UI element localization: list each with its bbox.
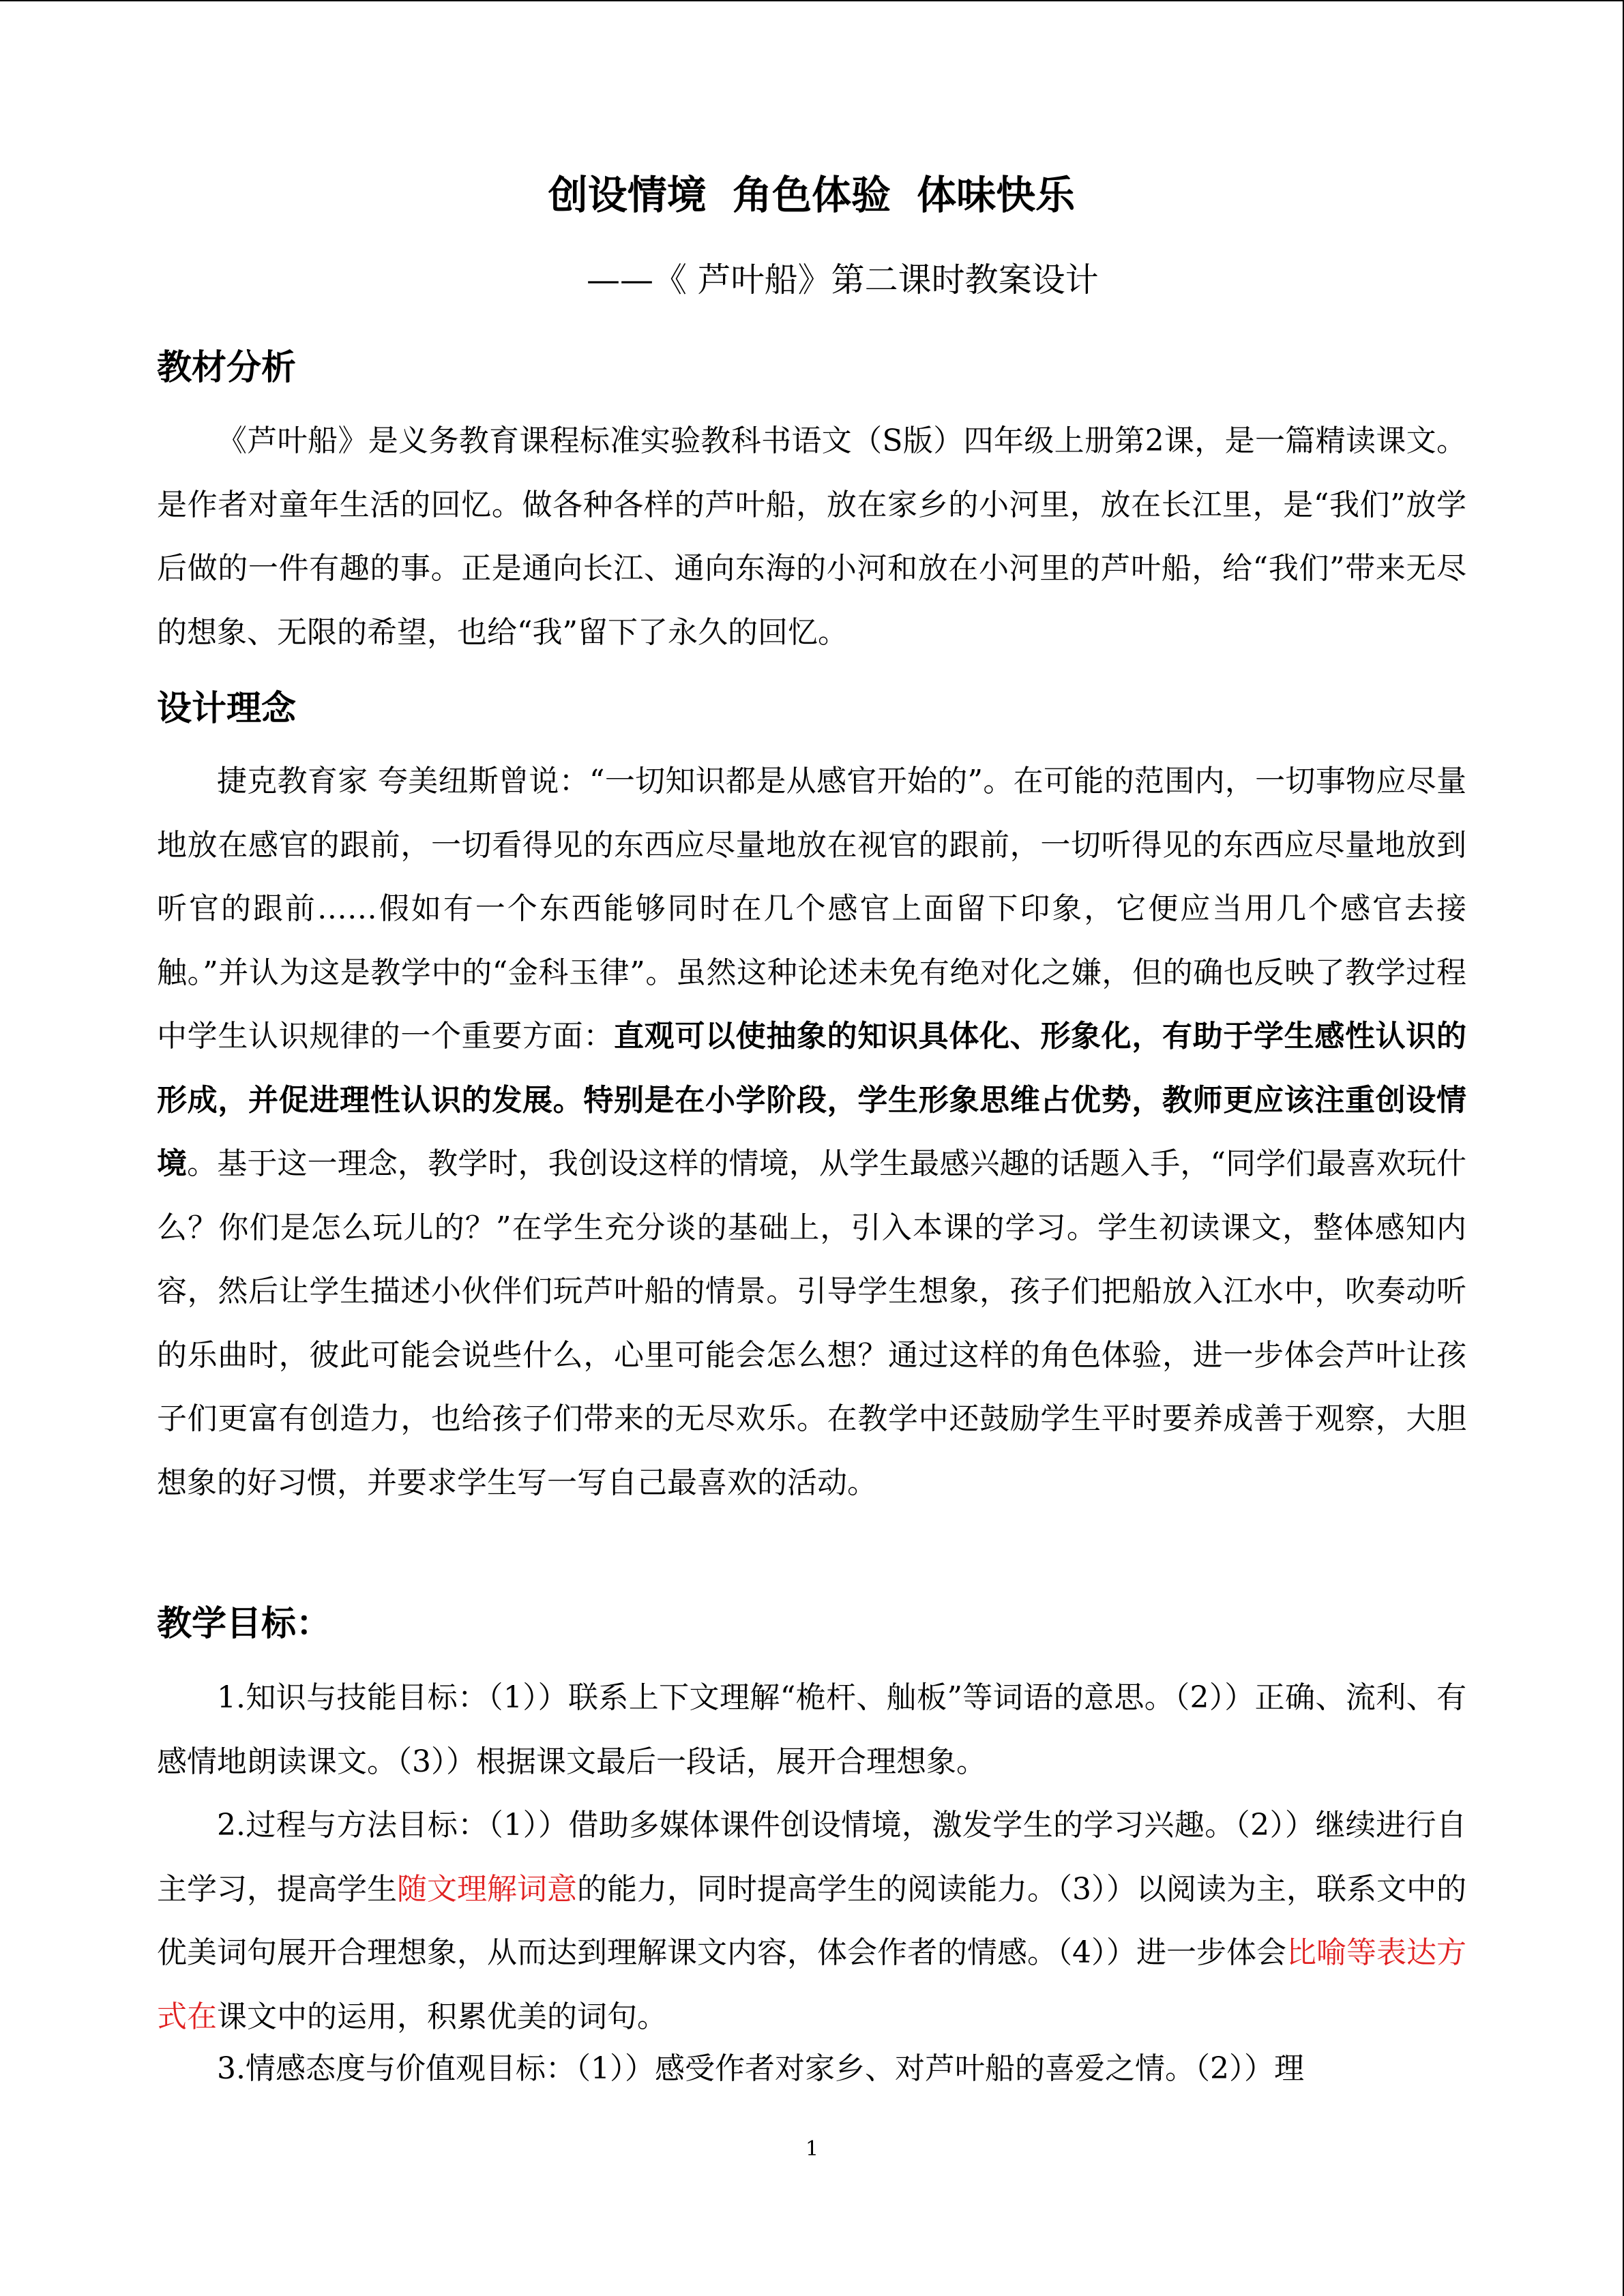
concept-text-before: 捷克教育家 夸美纽斯曾说：“一切知识都是从感官开始的”。在可能的范围内，一切事物应尽量地放在感官的跟前，一切看得见的东西应尽量地放在视官的跟前，一切听得见的东西应尽量地放到听官的跟前……假如有一个东西能够同时在几个感官上面留下印象，它便应当用几个感官去接触。”并认为这是教学中的“金科玉律”。虽然这种论述未免有绝对化之嫌，但的确也反映了教学过程中学生认识规律的一个重要方面：	[157, 764, 1466, 1054]
section-heading-concept: 设计理念	[157, 689, 297, 729]
goal-item-2-text-c: 课文中的运用，积累优美的词句。	[217, 1999, 667, 2034]
section-heading-goals: 教学目标：	[157, 1604, 331, 1644]
goal-item-2-text-b: 的能力，同时提高学生的阅读能力。（3））以阅读为主，联系文中的优美词句展开合理想象，从而达到理解课文内容，体会作者的情感。（4））进一步体会	[157, 1871, 1466, 1970]
document-title: 创设情境 角色体验 体味快乐	[548, 172, 1076, 218]
concept-text-bold: 直观可以使抽象的知识具体化、形象化，有助于学生感性认识的形成，并促进理性认识的发展。特别是在小学阶段，学生形象思维占优势，教师更应该注重创设情境	[157, 1019, 1466, 1181]
section-heading-analysis: 教材分析	[157, 348, 297, 388]
page-number: 1	[805, 2137, 819, 2161]
concept-text-after: 。基于这一理念，教学时，我创设这样的情境，从学生最感兴趣的话题入手，“同学们最喜欢玩什么？你们是怎么玩儿的？”在学生充分谈的基础上，引入本课的学习。学生初读课文，整体感知内容，然后让学生描述小伙伴们玩芦叶船的情景。引导学生想象，孩子们把船放入江水中，吹奏动听的乐曲时，彼此可能会说些什么，心里可能会怎么想？通过这样的角色体验，进一步体会芦叶让孩子们更富有创造力，也给孩子们带来的无尽欢乐。在教学中还鼓励学生平时要养成善于观察，大胆想象的好习惯，并要求学生写一写自己最喜欢的活动。	[157, 1146, 1467, 1500]
paragraph-concept	[157, 749, 1466, 1515]
goal-item-2	[157, 1793, 1466, 2048]
goal-item-2-highlight-2: 比喻等表达方式在	[157, 1935, 1466, 2034]
goal-item-2-highlight-1: 随文理解词意	[397, 1871, 577, 1907]
goal-item-2-text-a: 2.过程与方法目标：（1））借助多媒体课件创设情境，激发学生的学习兴趣。（2））继续进行自主学习，提高学生	[157, 1808, 1466, 1907]
paragraph-analysis: 《芦叶船》是义务教育课程标准实验教科书语文（S版）四年级上册第2课，是一篇精读课文。是作者对童年生活的回忆。做各种各样的芦叶船，放在家乡的小河里，放在长江里，是“我们”放学后做的一件有趣的事。正是通向长江、通向东海的小河和放在小河里的芦叶船，给“我们”带来无尽的想象、无限的希望，也给“我”留下了永久的回忆。	[157, 423, 1467, 650]
goal-item-1: 1.知识与技能目标：（1））联系上下文理解“桅杆、舢板”等词语的意思。（2））正确、流利、有感情地朗读课文。（3））根据课文最后一段话，展开合理想象。	[157, 1680, 1466, 1779]
goal-item-3: 3.情感态度与价值观目标：（1））感受作者对家乡、对芦叶船的喜爱之情。（2））理	[217, 2051, 1304, 2086]
document-subtitle: ——《 芦叶船》第二课时教案设计	[587, 260, 1099, 299]
page-border-top	[0, 0, 1624, 1]
